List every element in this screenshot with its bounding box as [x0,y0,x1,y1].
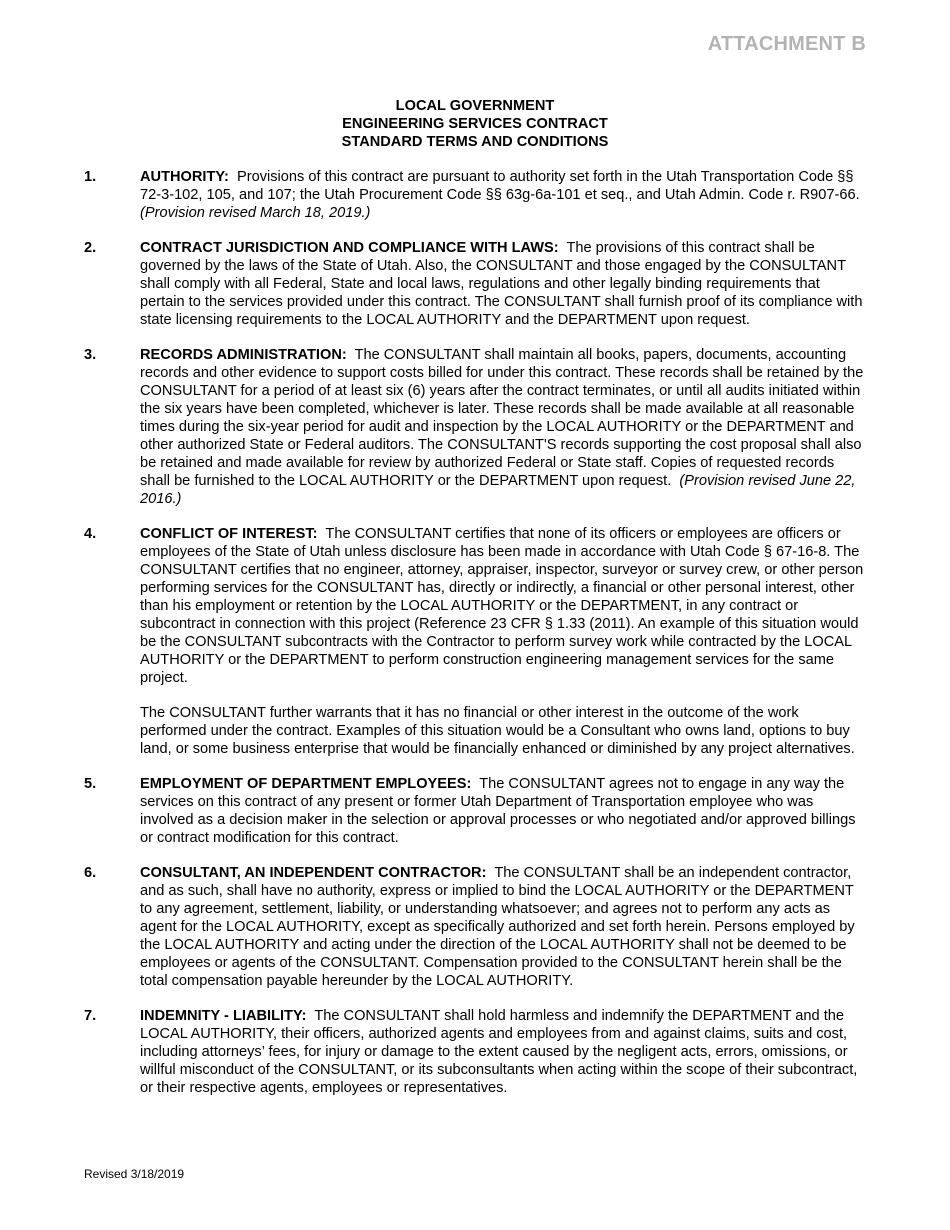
section-body [140,1007,868,1097]
section-text: The CONSULTANT shall hold harmless and indemnify the DEPARTMENT and the LOCAL AUTHORITY, their officers, authorized agents and employees from and against claims, suits and cost, including attorneys’ fees, for injury or damage to the extent caused by the negligent acts, errors, omissions, or willful misconduct of the CONSULTANT, or its subconsultants when acting within the scope of their subcontract, or their respective agents, employees or representatives. [140,1008,858,1096]
section-number: 7. [84,1008,97,1024]
section-text: The CONSULTANT certifies that none of its officers or employees are officers or employees of the State of Utah unless disclosure has been made in accordance with Utah Code § 67-16-8. The CONSULTANT certifies that no engineer, attorney, appraiser, inspector, surveyor or survey crew, or other person performing services for the CONSULTANT has, directly or indirectly, a financial or other personal interest, other than his employment or retention by the LOCAL AUTHORITY or the DEPARTMENT, in any contract or subcontract in connection with this project (Reference 23 CFR § 1.33 (2011). An example of this situation would be the CONSULTANT subcontracts with the Contractor to perform survey work while contracted by the LOCAL AUTHORITY or the DEPARTMENT to perform construction engineering management services for the same project. [140,526,864,686]
section-number: 4. [84,526,97,542]
terms-sections [84,168,868,1114]
section-text-second-paragraph: The CONSULTANT further warrants that it has no financial or other interest in the outcome of the work performed under the contract. Examples of this situation would be a Consultant who owns land, options to buy land, or some business enterprise that would be financially enhanced or diminished by any project alternatives. [140,705,855,757]
section-text: Provisions of this contract are pursuant to authority set forth in the Utah Transportation Code §§ 72-3-102, 105, and 107; the Utah Procurement Code §§ 63g-6a-101 et seq., and Utah Admin. Code r. R907-66. [140,169,860,203]
section-title: CONFLICT OF INTEREST: [140,526,318,542]
section-employment [84,775,868,847]
section-number: 6. [84,865,97,881]
revision-footer: Revised 3/18/2019 [84,1167,185,1181]
section-title: CONSULTANT, AN INDEPENDENT CONTRACTOR: [140,865,487,881]
section-body [140,864,868,990]
revision-note: (Provision revised June 22, 2016.) [140,473,856,507]
section-text: The CONSULTANT shall be an independent contractor, and as such, shall have no authority, express or implied to bind the LOCAL AUTHORITY or the DEPARTMENT to any agreement, settlement, liability, or understanding whatsoever; and agrees not to perform any acts as agent for the LOCAL AUTHORITY, except as specifically authorized and set forth herein. Persons employed by the LOCAL AUTHORITY and acting under the direction of the LOCAL AUTHORITY shall not be deemed to be employees or agents of the CONSULTANT. Compensation provided to the CONSULTANT herein shall be the total compensation payable hereunder by the LOCAL AUTHORITY. [140,865,855,989]
section-independent-contractor [84,864,868,990]
section-text: The CONSULTANT shall maintain all books, papers, documents, accounting records and other evidence to support costs billed for under this contract. These records shall be retained by the CONSULTANT for a period of at least six (6) years after the contract terminates, or until all audits initiated within the six years have been completed, whichever is later. These records shall be made available at all reasonable times during the six-year period for audit and inspection by the LOCAL AUTHORITY or the DEPARTMENT and other authorized State or Federal auditors. The CONSULTANT'S records supporting the cost proposal shall also be retained and made available for review by authorized Federal or State staff. Copies of requested records shall be furnished to the LOCAL AUTHORITY or the DEPARTMENT upon request. [140,347,864,489]
section-title: RECORDS ADMINISTRATION: [140,347,347,363]
section-number: 1. [84,169,97,185]
section-conflict-of-interest [84,525,868,758]
section-body [140,525,868,687]
section-number: 2. [84,240,97,256]
section-body [140,168,868,222]
section-title: EMPLOYMENT OF DEPARTMENT EMPLOYEES: [140,776,472,792]
section-jurisdiction [84,239,868,329]
section-number: 3. [84,347,97,363]
section-text: The CONSULTANT agrees not to engage in any way the services on this contract of any present or former Utah Department of Transportation employee who was involved as a decision maker in the selection or approval processes or who negotiated and/or approved billings or contract modification for this contract. [140,776,856,846]
attachment-label: ATTACHMENT B [707,33,866,55]
header-line-2: ENGINEERING SERVICES CONTRACT [342,116,608,132]
document-header [0,97,950,151]
section-body [140,346,868,508]
section-text: The provisions of this contract shall be governed by the laws of the State of Utah. Also, the CONSULTANT and those engaged by the CONSULTANT shall comply with all Federal, State and local laws, regulations and other legally binding requirements that pertain to the services provided under this contract. The CONSULTANT shall furnish proof of its compliance with state licensing requirements to the LOCAL AUTHORITY and the DEPARTMENT upon request. [140,240,863,328]
revision-note: (Provision revised March 18, 2019.) [140,205,371,221]
section-authority [84,168,868,222]
section-indemnity [84,1007,868,1097]
header-line-3: STANDARD TERMS AND CONDITIONS [341,134,609,150]
section-title: INDEMNITY - LIABILITY: [140,1008,307,1024]
section-body [140,239,868,329]
section-body [140,775,868,847]
section-records [84,346,868,508]
section-title: CONTRACT JURISDICTION AND COMPLIANCE WITH LAWS: [140,240,559,256]
header-line-1: LOCAL GOVERNMENT [395,98,555,114]
section-title: AUTHORITY: [140,169,229,185]
section-number: 5. [84,776,97,792]
